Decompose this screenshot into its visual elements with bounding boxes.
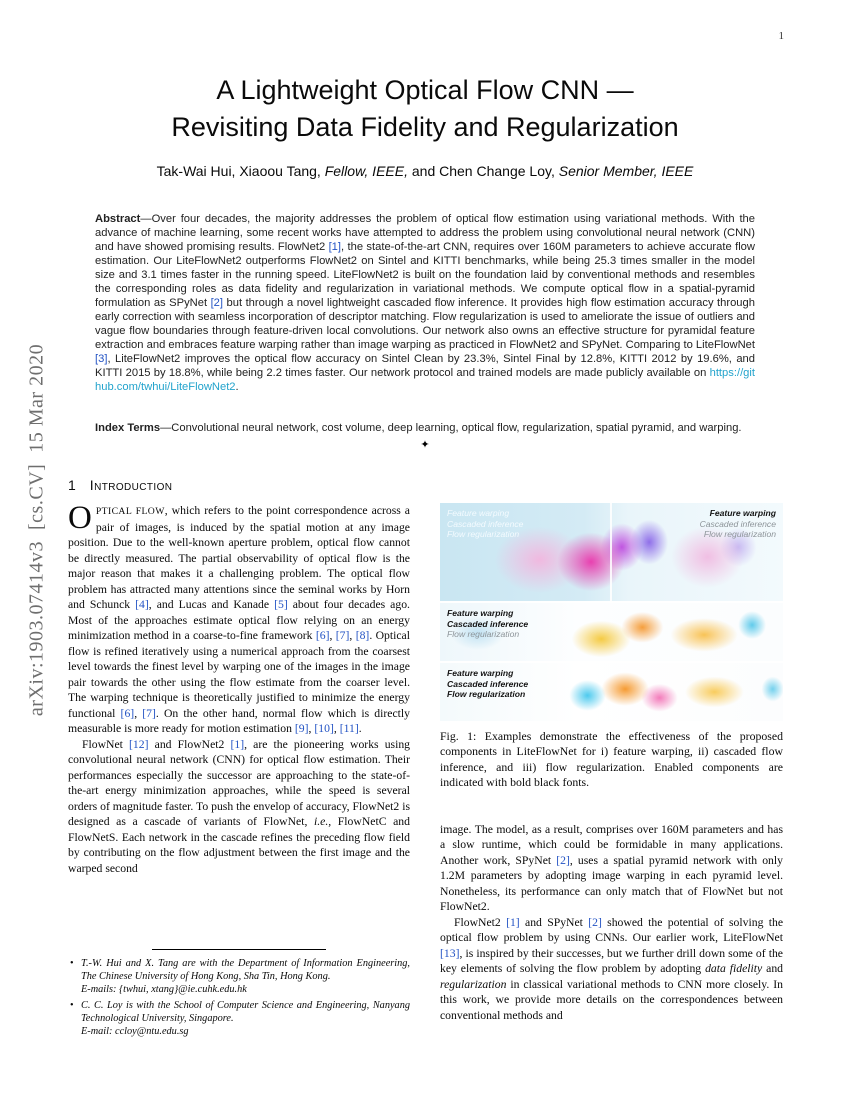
citation-link[interactable]: [13]: [440, 946, 460, 960]
label-flow-regularization: Flow regularization: [447, 689, 526, 700]
citation-link[interactable]: [3]: [95, 353, 108, 365]
label-flow-regularization: Flow regularization: [703, 529, 776, 540]
bold-text: Abstract: [95, 213, 141, 225]
citation-link[interactable]: [10]: [314, 722, 334, 735]
figure-1-row-3-flow-image: [440, 663, 783, 721]
right-paragraph-2: FlowNet2 [1] and SPyNet [2] showed the potential of solving the optical flow problem by using CNNs. Our earlier work, LiteFlowNet [13], is inspired by their successes, but we further drill down some of the key elements of solving the flow problem by adopting data fidelity and regularization in classical variational methods to CNN more closely. In this work, we provide more details on the correspondences between conventional methods and: [440, 915, 784, 1022]
bullet-icon: •: [70, 1000, 74, 1012]
italic-text: Fellow, IEEE,: [324, 163, 408, 179]
section-separator-diamond-icon: ✦: [420, 439, 430, 451]
figure-1-row-2-labels: [447, 608, 528, 640]
label-cascaded-inference: Cascaded inference: [699, 518, 776, 529]
citation-link[interactable]: [6]: [120, 706, 135, 720]
label-cascaded-inference: Cascaded inference: [447, 518, 524, 529]
arxiv-watermark: arXiv:1903.07414v3 [cs.CV] 15 Mar 2020: [25, 343, 48, 717]
figure-1-caption: Fig. 1: Examples demonstrate the effectiveness of the proposed components in LiteFlowNet for i) feature warping, ii) cascaded flow inference, and iii) flow regularization. Enabled components are indicated with bold black fonts.: [440, 729, 783, 790]
right-column: [440, 477, 783, 1023]
label-cascaded-inference: Cascaded inference: [447, 678, 529, 689]
index-terms: Index Terms—Convolutional neural network, cost volume, deep learning, optical flow, regularization, spatial pyramid, and warping.: [95, 422, 742, 434]
abstract: Abstract—Over four decades, the majority addresses the problem of optical flow estimation using variational methods. With the advance of machine learning, some recent works have attempted to address the problem using convolutional neural network (CNN) and have showed promising results. FlowNet2 [1], the state-of-the-art CNN, requires over 160M parameters to achieve accurate flow estimation. Our LiteFlowNet2 outperforms FlowNet2 on Sintel and KITTI benchmarks, while being 25.3 times smaller in the model size and 3.1 times faster in the running speed. LiteFlowNet2 is built on the foundation laid by conventional methods and resembles the corresponding roles as data fidelity and regularization in variational methods. We compute optical flow in a spatial-pyramid formulation as SPyNet [2] but through a novel lightweight cascaded flow inference. It provides high flow estimation accuracy through early correction with seamless incorporation of descriptor matching. Flow regularization is used to ameliorate the issue of outliers and vague flow boundaries through feature-driven local convolutions. Our network also owns an effective structure for pyramidal feature extraction and embraces feature warping rather than image warping as practiced in FlowNet2 and SPyNet. Comparing to LiteFlowNet [3], LiteFlowNet2 improves the optical flow accuracy on Sintel Clean by 23.3%, Sintel Final by 12.8%, KITTI 2012 by 19.6%, and KITTI 2015 by 18.8%, while being 2.2 times faster. Our network protocol and trained models are made publicly available on https://github.com/twhui/LiteFlowNet2.: [95, 213, 755, 393]
footnote-text: T.-W. Hui and X. Tang are with the Department of Information Engineering, The Chinese University of Hong Kong, Sha Tin, Hong Kong.: [81, 958, 410, 982]
right-paragraph-1: image. The model, as a result, comprises over 160M parameters and has a slow runtime, which could be formidable in many applications. Another work, SPyNet [2], uses a spatial pyramid network with only 1.2M parameters by adopting image warping in each pyramid level. Nonetheless, its performance can only match that of FlowNet but not FlowNet2.: [440, 822, 783, 914]
citation-link[interactable]: [4]: [135, 598, 149, 611]
citation-link[interactable]: [11]: [339, 722, 359, 735]
footnote-item: [68, 958, 410, 996]
label-feature-warping: Feature warping: [447, 508, 510, 518]
page-number: 1: [778, 30, 784, 42]
label-cascaded-inference: Cascaded inference: [447, 618, 529, 629]
citation-link[interactable]: [5]: [274, 598, 288, 611]
author-footnotes: [68, 958, 410, 1043]
footnote-email: E-mails: {twhui, xtang}@ie.cuhk.edu.hk: [81, 983, 247, 995]
citation-link[interactable]: [12]: [129, 737, 149, 751]
paper-title-line-1: A Lightweight Optical Flow CNN —: [216, 75, 634, 105]
figure-1-row-1-right-labels: [700, 508, 776, 540]
citation-link[interactable]: [6]: [315, 629, 330, 642]
citation-link[interactable]: [9]: [294, 722, 309, 735]
citation-link[interactable]: [2]: [588, 915, 602, 929]
section-title: Introduction: [89, 477, 173, 493]
label-flow-regularization: Flow regularization: [447, 529, 520, 540]
left-column-text: [68, 477, 410, 948]
authors-line: Tak-Wai Hui, Xiaoou Tang, Fellow, IEEE, and Chen Change Loy, Senior Member, IEEE: [156, 163, 694, 179]
figure-1-row-1-left-labels: [447, 508, 523, 540]
figure-1-row-1-flow-image: [440, 503, 783, 601]
intro-paragraph-1-text: PTICAL FLOW, which refers to the point correspondence across a pair of images, is induced by the spatial motion at any image position. Due to the well-known aperture problem, optical flow cannot be directly measured. The partial observability of optical flow is the major reason that makes it a challenging problem. The optical flow problem has attracted many attentions since the seminal works by Horn and Schunck [4], and Lucas and Kanade [5] about four decades ago. Most of the approaches estimate optical flow relying on an energy minimization method in a coarse-to-fine framework [6], [7], [8]. Optical flow is refined iteratively using a numerical approach from the coarsest level towards the finest level by warping one of the images in the image pair towards the other using the flow estimate from the coarser level. The warping technique is theoretically justified to minimize the energy functional [6], [7]. On the other hand, normal flow which is directly measurable is more ready for motion estimation [9], [10], [11].: [68, 504, 410, 735]
left-column: [68, 477, 410, 948]
paper-title-line-2: Revisiting Data Fidelity and Regularization: [171, 112, 679, 142]
footnote-text: C. C. Loy is with the School of Computer Science and Engineering, Nanyang Technological University, Singapore.: [81, 1000, 410, 1025]
figure-1: [440, 503, 783, 791]
italic-text: Senior Member, IEEE: [558, 163, 694, 179]
citation-link[interactable]: [7]: [142, 706, 156, 720]
small-caps-text: PTICAL FLOW: [95, 506, 165, 517]
figure-1-row-2-flow-image: [440, 603, 783, 661]
italic-text: data fidelity: [705, 962, 763, 976]
footnote-rule: [152, 949, 326, 950]
citation-link[interactable]: [7]: [335, 629, 350, 642]
intro-paragraph-1: [68, 500, 410, 737]
label-feature-warping: Feature warping: [447, 668, 514, 678]
figure-1-row-3-labels: [447, 668, 528, 700]
footnote-email: E-mail: ccloy@ntu.edu.sg: [81, 1025, 189, 1037]
intro-paragraph-2: FlowNet [12] and FlowNet2 [1], are the pioneering works using convolutional neural network (CNN) for optical flow estimation. Their performances especially the successor are approaching to the state-of-the-art energy minimization approaches, while the speed is several orders of magnitude faster. To push the envelop of accuracy, FlowNet2 is designed as a cascade of variants of FlowNet, i.e., FlowNetC and FlowNetS. Each network in the cascade refines the preceding flow field by contributing on the flow adjustment between the first image and the warped second: [68, 737, 410, 875]
citation-link[interactable]: [2]: [210, 297, 224, 309]
drop-cap: O: [68, 500, 92, 536]
footnote-item: [68, 1000, 410, 1038]
italic-text: i.e.,: [313, 815, 332, 828]
label-flow-regularization: Flow regularization: [447, 629, 520, 640]
external-link[interactable]: https://github.com/twhui/LiteFlowNet2: [95, 367, 755, 393]
citation-link[interactable]: [1]: [230, 737, 245, 751]
section-number: 1: [68, 477, 76, 493]
citation-link[interactable]: [1]: [328, 241, 342, 253]
section-heading-introduction: [68, 477, 410, 493]
bold-text: Index Terms: [95, 422, 161, 434]
citation-link[interactable]: [2]: [556, 853, 570, 867]
paper-title: [0, 72, 850, 146]
italic-text: regularization: [440, 977, 507, 991]
label-feature-warping: Feature warping: [709, 508, 776, 518]
citation-link[interactable]: [8]: [355, 629, 370, 642]
bullet-icon: •: [70, 958, 74, 969]
citation-link[interactable]: [1]: [506, 915, 520, 929]
label-feature-warping: Feature warping: [447, 608, 514, 618]
